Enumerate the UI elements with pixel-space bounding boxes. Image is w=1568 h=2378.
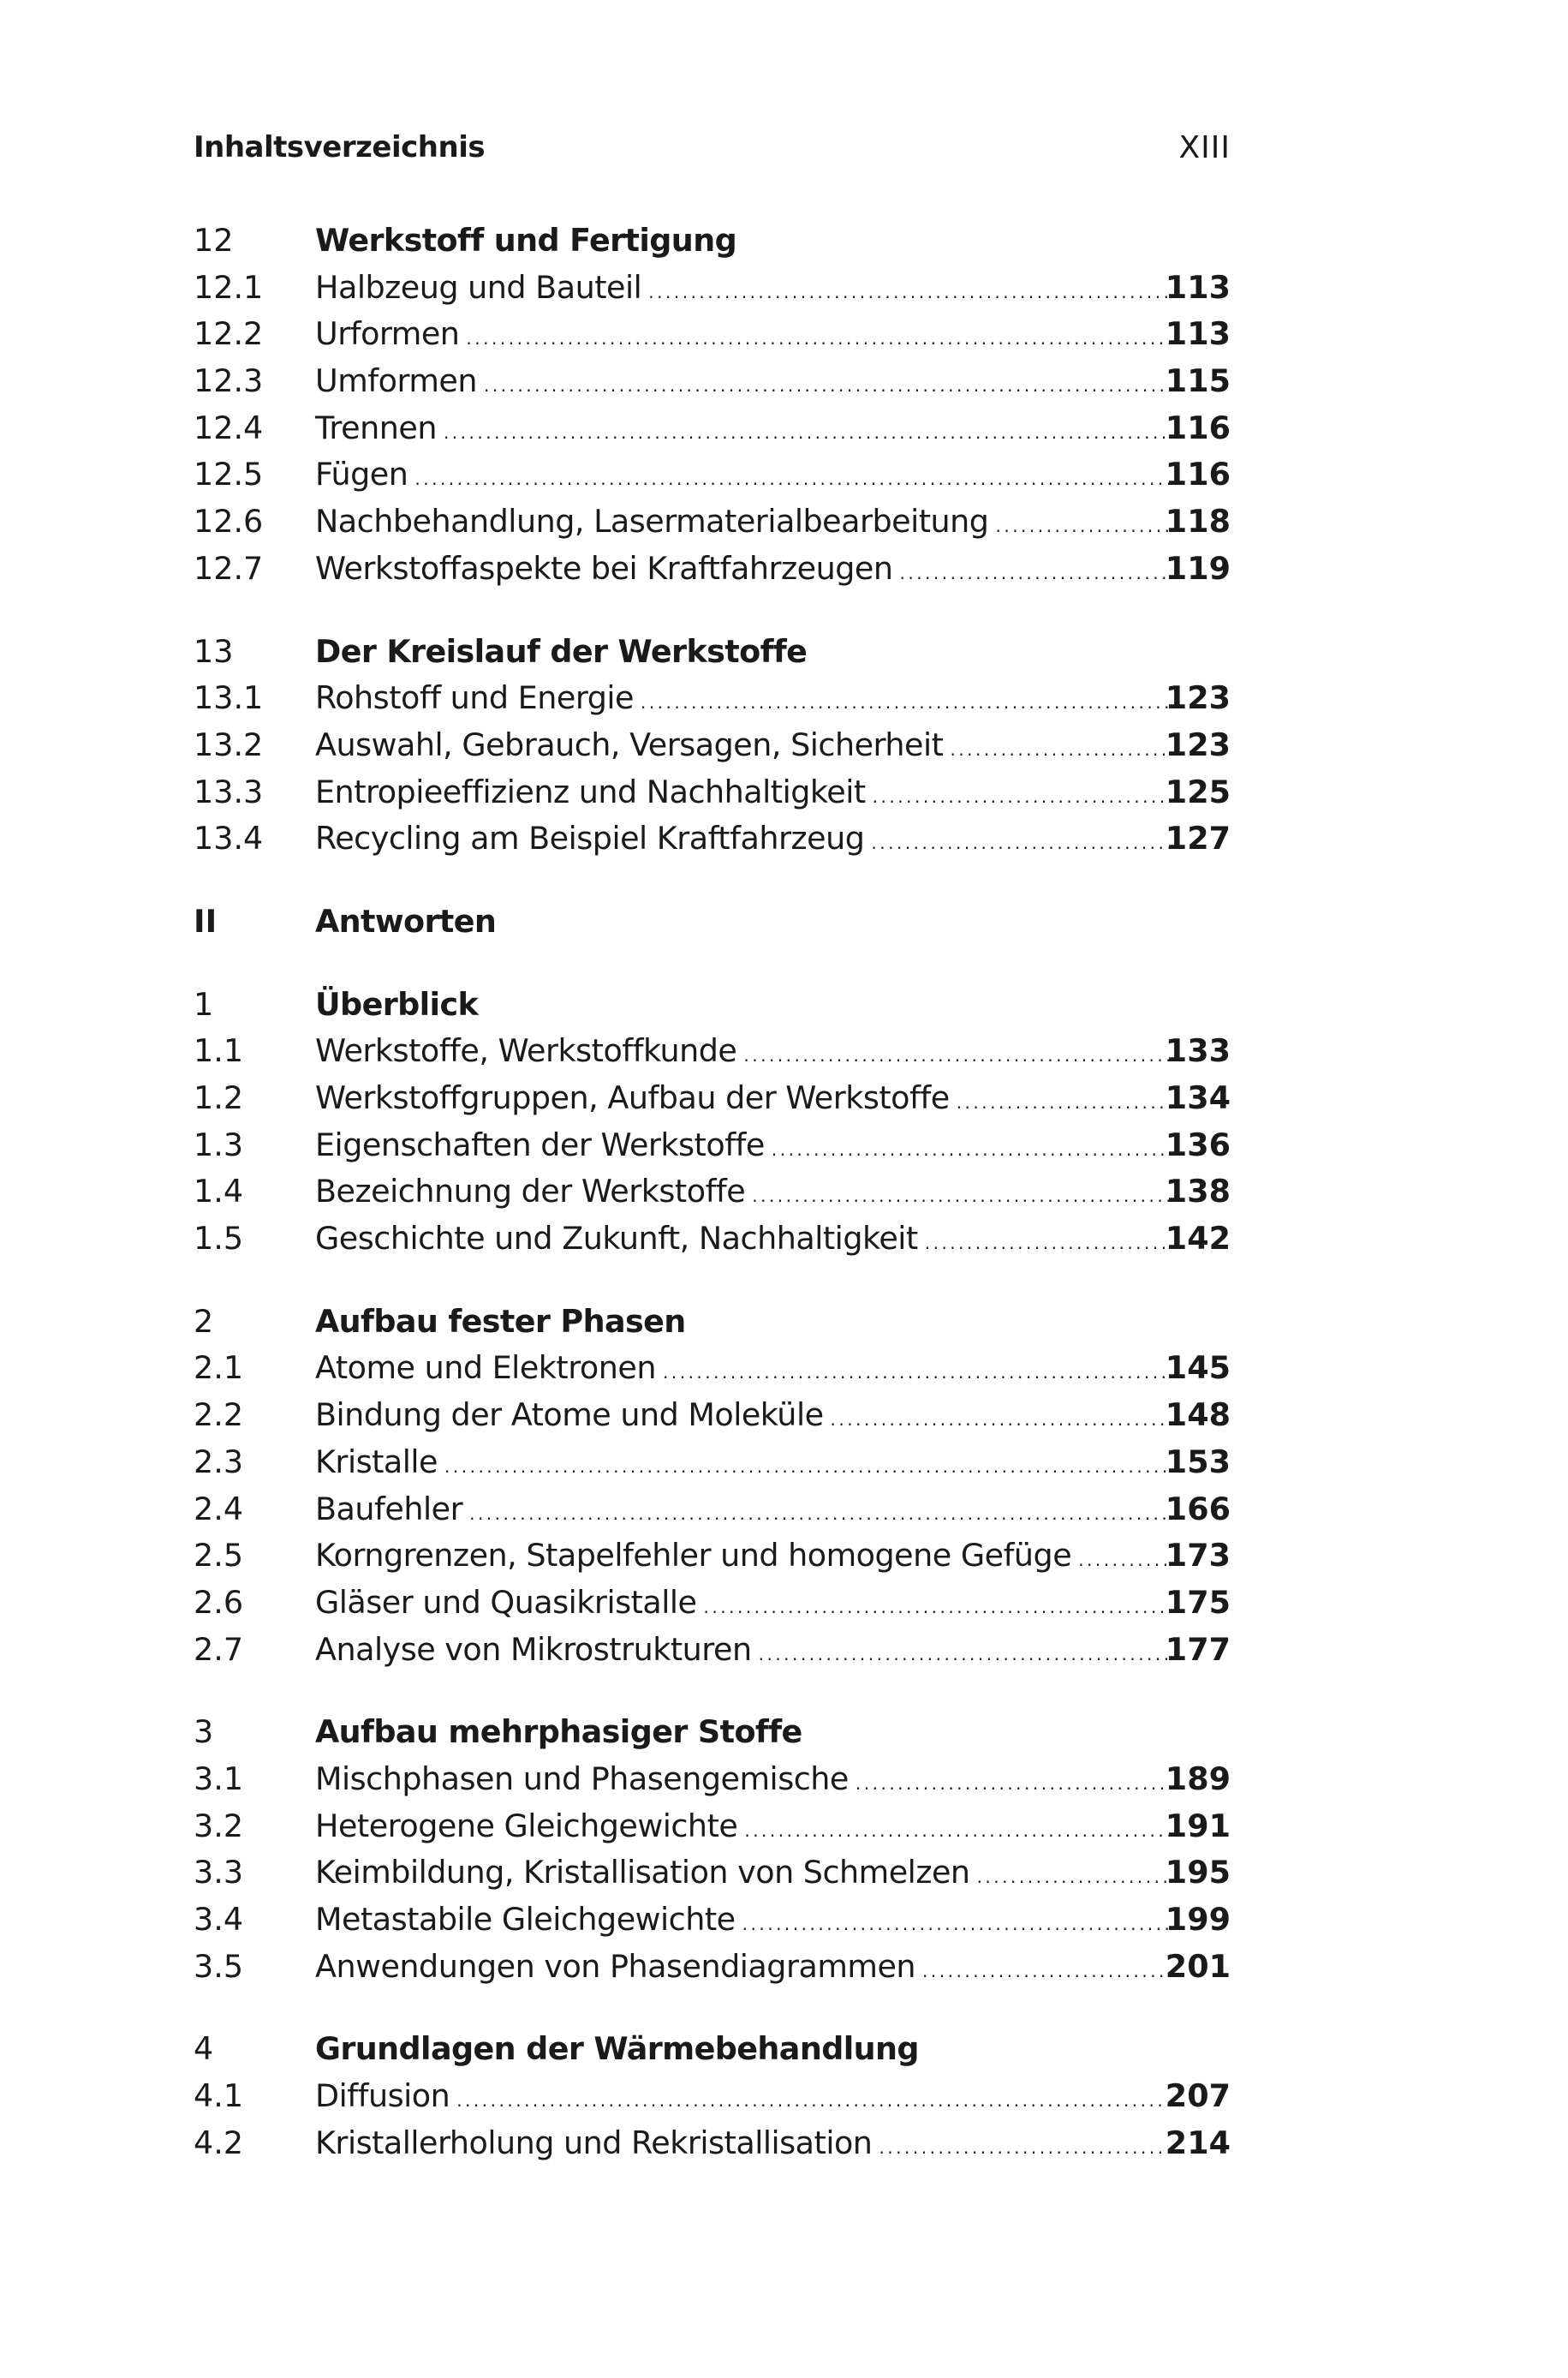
section-heading[interactable] <box>194 899 1231 946</box>
dot-leader <box>743 1032 1172 1079</box>
entry-line <box>315 311 1172 362</box>
section-title: Aufbau fester Phasen <box>315 1302 686 1340</box>
entry-page-number: 127 <box>1165 820 1231 857</box>
entry-number: 3.3 <box>194 1854 244 1891</box>
entry-number: 3.2 <box>194 1807 244 1844</box>
entry-title: Baufehler <box>315 1490 463 1527</box>
section-heading[interactable] <box>194 2026 1231 2073</box>
running-head <box>194 130 1231 173</box>
section-number: 13 <box>194 632 234 670</box>
entry-line <box>315 1122 1172 1174</box>
entry-line <box>315 816 1172 867</box>
entry-line <box>315 2073 1172 2124</box>
entry-title: Bezeichnung der Werkstoffe <box>315 1173 746 1210</box>
toc-entry[interactable] <box>194 816 1231 863</box>
toc-entry[interactable] <box>194 265 1231 312</box>
toc-entry[interactable] <box>194 1944 1231 1991</box>
entry-page-number: 116 <box>1165 456 1231 493</box>
dot-leader <box>444 1443 1172 1491</box>
entry-page-number: 113 <box>1165 268 1231 306</box>
entry-line <box>315 405 1172 457</box>
entry-page-number: 207 <box>1165 2077 1231 2115</box>
entry-title: Kristallerholung und Rekristallisation <box>315 2124 873 2161</box>
dot-leader <box>925 1220 1172 1267</box>
table-of-contents <box>194 218 1231 2166</box>
toc-entry[interactable] <box>194 451 1231 499</box>
entry-number: 2.1 <box>194 1349 244 1387</box>
dot-leader <box>744 1807 1172 1855</box>
dot-leader <box>484 362 1172 409</box>
entry-title: Werkstoffgruppen, Aufbau der Werkstoffe <box>315 1079 950 1116</box>
entry-page-number: 153 <box>1165 1443 1231 1480</box>
entry-number: 12.4 <box>194 409 264 446</box>
entry-title: Geschichte und Zukunft, Nachhaltigkeit <box>315 1220 918 1258</box>
toc-entry[interactable] <box>194 1392 1231 1439</box>
entry-line <box>315 1439 1172 1491</box>
toc-entry[interactable] <box>194 358 1231 405</box>
section-number: 3 <box>194 1713 214 1751</box>
toc-entry[interactable] <box>194 769 1231 816</box>
toc-entry[interactable] <box>194 1168 1231 1216</box>
entry-number: 1.1 <box>194 1032 244 1070</box>
dot-leader <box>469 1491 1172 1538</box>
dot-leader <box>831 1396 1172 1443</box>
entry-number: 12.7 <box>194 549 264 587</box>
entry-page-number: 136 <box>1165 1126 1231 1163</box>
entry-page-number: 189 <box>1165 1760 1231 1797</box>
entry-page-number: 115 <box>1165 362 1231 400</box>
dot-leader <box>444 409 1172 457</box>
entry-number: 4.2 <box>194 2124 244 2161</box>
dot-leader <box>772 1126 1172 1174</box>
entry-title: Werkstoffe, Werkstoffkunde <box>315 1032 737 1070</box>
entry-line <box>315 1849 1172 1901</box>
entry-title: Fügen <box>315 456 408 493</box>
entry-number: 1.2 <box>194 1079 244 1116</box>
entry-page-number: 173 <box>1165 1537 1231 1574</box>
entry-page-number: 123 <box>1165 679 1231 717</box>
running-head-title: Inhaltsverzeichnis <box>194 130 486 164</box>
entry-line <box>315 1533 1172 1584</box>
entry-page-number: 177 <box>1165 1630 1231 1668</box>
dot-leader <box>977 1854 1172 1901</box>
entry-title: Anwendungen von Phasendiagrammen <box>315 1947 916 1985</box>
entry-page-number: 113 <box>1165 315 1231 353</box>
entry-number: 4.1 <box>194 2077 244 2115</box>
entry-title: Korngrenzen, Stapelfehler und homogene Gefüge <box>315 1537 1072 1574</box>
entry-page-number: 195 <box>1165 1854 1231 1891</box>
section-title: Aufbau mehrphasiger Stoffe <box>315 1713 802 1751</box>
entry-page-number: 125 <box>1165 773 1231 810</box>
entry-number: 2.2 <box>194 1396 244 1434</box>
entry-line <box>315 1627 1172 1678</box>
entry-title: Analyse von Mikrostrukturen <box>315 1630 752 1668</box>
section-number: 4 <box>194 2030 214 2068</box>
entry-title: Kristalle <box>315 1443 438 1480</box>
entry-title: Rohstoff und Energie <box>315 679 634 717</box>
toc-entry[interactable] <box>194 311 1231 358</box>
entry-line <box>315 1897 1172 1948</box>
dot-leader <box>879 2124 1172 2172</box>
entry-line <box>315 1580 1172 1631</box>
entry-line <box>315 546 1172 597</box>
dot-leader <box>957 1079 1172 1126</box>
toc-entry[interactable] <box>194 1627 1231 1674</box>
entry-number: 12.5 <box>194 456 264 493</box>
entry-line <box>315 1216 1172 1267</box>
toc-entry[interactable] <box>194 1533 1231 1580</box>
toc-entry[interactable] <box>194 1345 1231 1392</box>
section-heading[interactable] <box>194 1709 1231 1756</box>
entry-title: Urformen <box>315 315 460 353</box>
toc-entry[interactable] <box>194 546 1231 593</box>
entry-number: 2.6 <box>194 1583 244 1621</box>
entry-number: 1.3 <box>194 1126 244 1163</box>
toc-entry[interactable] <box>194 1486 1231 1533</box>
entry-number: 13.3 <box>194 773 264 810</box>
section-title: Der Kreislauf der Werkstoffe <box>315 632 808 670</box>
entry-line <box>315 722 1172 774</box>
entry-page-number: 145 <box>1165 1349 1231 1387</box>
toc-entry[interactable] <box>194 1849 1231 1897</box>
entry-page-number: 142 <box>1165 1220 1231 1258</box>
dot-leader <box>456 2077 1172 2124</box>
toc-entry[interactable] <box>194 499 1231 546</box>
entry-line <box>315 1345 1172 1396</box>
entry-number: 3.4 <box>194 1901 244 1938</box>
entry-line <box>315 1168 1172 1220</box>
entry-page-number: 199 <box>1165 1901 1231 1938</box>
entry-title: Trennen <box>315 409 437 446</box>
entry-line <box>315 1756 1172 1807</box>
dot-leader <box>759 1631 1172 1678</box>
toc-entry[interactable] <box>194 675 1231 722</box>
entry-number: 2.5 <box>194 1537 244 1574</box>
toc-entry[interactable] <box>194 1216 1231 1263</box>
section-number: 12 <box>194 222 234 259</box>
entry-title: Heterogene Gleichgewichte <box>315 1807 738 1844</box>
toc-entry[interactable] <box>194 1028 1231 1075</box>
section-number: 1 <box>194 985 214 1023</box>
section-title: Werkstoff und Fertigung <box>315 222 737 259</box>
toc-entry[interactable] <box>194 1897 1231 1944</box>
dot-leader <box>704 1584 1172 1631</box>
section-title: Antworten <box>315 902 497 940</box>
entry-line <box>315 1028 1172 1079</box>
dot-leader <box>922 1948 1172 1995</box>
dot-leader <box>648 269 1172 316</box>
toc-entry[interactable] <box>194 2120 1231 2167</box>
dot-leader <box>899 550 1172 597</box>
entry-line <box>315 358 1172 409</box>
toc-entry[interactable] <box>194 1075 1231 1122</box>
entry-number: 13.1 <box>194 679 264 717</box>
dot-leader <box>873 774 1172 821</box>
entry-page-number: 214 <box>1165 2124 1231 2161</box>
entry-number: 12.6 <box>194 503 264 541</box>
entry-title: Umformen <box>315 362 477 400</box>
entry-number: 13.2 <box>194 726 264 763</box>
entry-page-number: 134 <box>1165 1079 1231 1116</box>
entry-number: 3.5 <box>194 1947 244 1985</box>
entry-line <box>315 2120 1172 2172</box>
entry-line <box>315 1075 1172 1126</box>
entry-number: 12.1 <box>194 268 264 306</box>
section-heading[interactable] <box>194 1299 1231 1346</box>
entry-title: Eigenschaften der Werkstoffe <box>315 1126 765 1163</box>
toc-entry[interactable] <box>194 1580 1231 1627</box>
entry-page-number: 138 <box>1165 1173 1231 1210</box>
entry-page-number: 119 <box>1165 549 1231 587</box>
running-head-page-number: XIII <box>1178 130 1231 165</box>
dot-leader <box>856 1760 1172 1807</box>
entry-title: Gläser und Quasikristalle <box>315 1583 697 1621</box>
entry-line <box>315 1392 1172 1443</box>
dot-leader <box>414 456 1172 503</box>
dot-leader <box>742 1901 1172 1948</box>
entry-title: Atome und Elektronen <box>315 1349 656 1387</box>
section-heading[interactable] <box>194 982 1231 1029</box>
entry-line <box>315 499 1172 550</box>
entry-page-number: 148 <box>1165 1396 1231 1434</box>
entry-line <box>315 451 1172 503</box>
section-heading[interactable] <box>194 629 1231 676</box>
entry-number: 2.3 <box>194 1443 244 1480</box>
entry-line <box>315 1486 1172 1538</box>
entry-page-number: 175 <box>1165 1583 1231 1621</box>
toc-entry[interactable] <box>194 1122 1231 1169</box>
entry-number: 12.2 <box>194 315 264 353</box>
toc-entry[interactable] <box>194 1803 1231 1850</box>
entry-title: Metastabile Gleichgewichte <box>315 1901 736 1938</box>
entry-title: Keimbildung, Kristallisation von Schmelzen <box>315 1854 970 1891</box>
entry-page-number: 118 <box>1165 503 1231 541</box>
toc-entry[interactable] <box>194 2073 1231 2120</box>
entry-page-number: 116 <box>1165 409 1231 446</box>
entry-page-number: 123 <box>1165 726 1231 763</box>
entry-line <box>315 769 1172 821</box>
entry-title: Auswahl, Gebrauch, Versagen, Sicherheit <box>315 726 944 763</box>
entry-number: 1.5 <box>194 1220 244 1258</box>
section-title: Überblick <box>315 985 479 1023</box>
dot-leader <box>663 1349 1172 1396</box>
entry-line <box>315 1803 1172 1855</box>
entry-line <box>315 675 1172 726</box>
entry-title: Recycling am Beispiel Kraftfahrzeug <box>315 820 865 857</box>
entry-page-number: 133 <box>1165 1032 1231 1070</box>
entry-page-number: 191 <box>1165 1807 1231 1844</box>
entry-number: 13.4 <box>194 820 264 857</box>
entry-title: Diffusion <box>315 2077 450 2115</box>
entry-number: 3.1 <box>194 1760 244 1797</box>
entry-title: Werkstoffaspekte bei Kraftfahrzeugen <box>315 549 893 587</box>
entry-page-number: 201 <box>1165 1947 1231 1985</box>
section-number: II <box>194 902 218 940</box>
entry-title: Bindung der Atome und Moleküle <box>315 1396 824 1434</box>
dot-leader <box>950 726 1172 774</box>
toc-entry[interactable] <box>194 1439 1231 1486</box>
toc-entry[interactable] <box>194 405 1231 452</box>
section-heading[interactable] <box>194 218 1231 265</box>
dot-leader <box>995 503 1172 550</box>
entry-number: 2.4 <box>194 1490 244 1527</box>
entry-title: Halbzeug und Bauteil <box>315 268 642 306</box>
dot-leader <box>1078 1537 1172 1584</box>
entry-number: 1.4 <box>194 1173 244 1210</box>
toc-entry[interactable] <box>194 722 1231 769</box>
toc-entry[interactable] <box>194 1756 1231 1803</box>
entry-number: 12.3 <box>194 362 264 400</box>
section-title: Grundlagen der Wärmebehandlung <box>315 2030 919 2068</box>
dot-leader <box>752 1173 1172 1220</box>
entry-line <box>315 1944 1172 1995</box>
dot-leader <box>466 315 1172 362</box>
entry-title: Mischphasen und Phasengemische <box>315 1760 849 1797</box>
dot-leader <box>871 820 1172 867</box>
dot-leader <box>641 679 1172 726</box>
entry-page-number: 166 <box>1165 1490 1231 1527</box>
section-number: 2 <box>194 1302 214 1340</box>
entry-title: Nachbehandlung, Lasermaterialbearbeitung <box>315 503 989 541</box>
entry-title: Entropieeffizienz und Nachhaltigkeit <box>315 773 866 810</box>
entry-number: 2.7 <box>194 1630 244 1668</box>
entry-line <box>315 265 1172 316</box>
